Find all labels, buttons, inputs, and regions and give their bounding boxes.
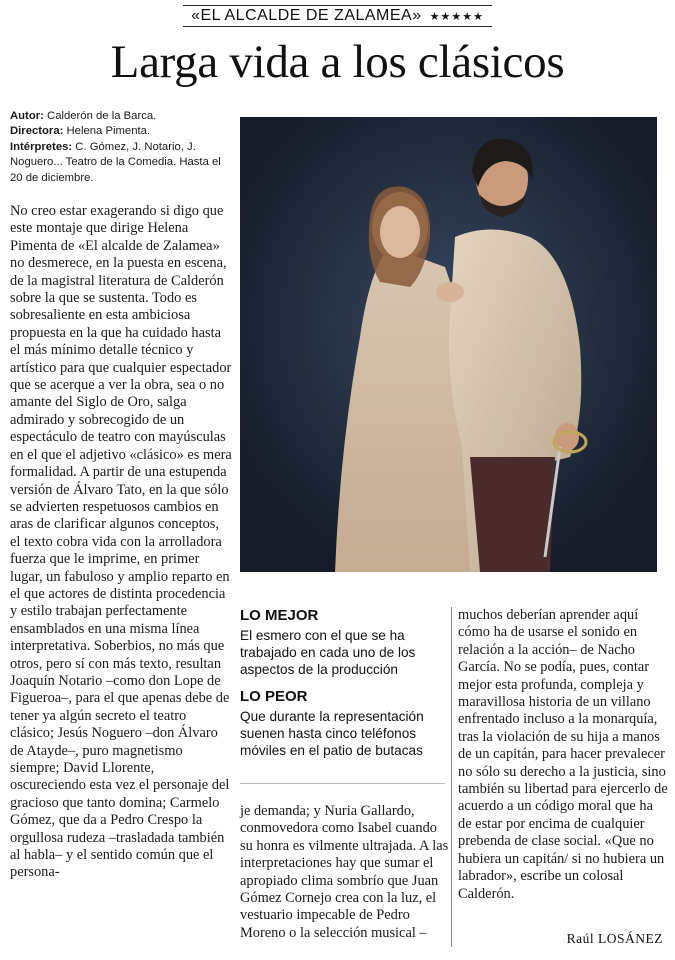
author-value: Calderón de la Barca. xyxy=(47,110,157,122)
best-label: LO MEJOR xyxy=(240,607,319,624)
article-column-2 xyxy=(240,803,450,942)
section-kicker xyxy=(0,4,675,28)
director-value: Helena Pimenta. xyxy=(66,125,151,138)
box-divider xyxy=(240,783,445,784)
headline: Larga vida a los clásicos xyxy=(110,36,565,88)
rating-stars: ★★★★★ xyxy=(429,10,484,23)
verdict-box xyxy=(240,607,445,760)
stage-photo-icon xyxy=(240,117,657,572)
article-paragraph-2: je demanda; y Nuria Gallardo, conmovedora como Isabel cuando su honra es vilmente ultrajada. A las interpretaciones hay que sumar el apropiado clima sombrío que Juan Gómez Cornejo crea con la luz, el vestuario impecable de Pedro Moreno o la selección musical – xyxy=(240,803,449,941)
worst-text: Que durante la representación suenen hasta cinco teléfonos móviles en el patio de butacas xyxy=(240,709,424,758)
stage-photo xyxy=(240,117,657,572)
author-label: Autor: xyxy=(10,110,44,122)
kicker-box xyxy=(183,5,492,27)
article-paragraph-1: No creo estar exagerando si digo que este montaje que dirige Helena Pimenta de «El alcalde de Zalamea» no desmerece, en la puesta en escena, de la magistral literatura de Calderón sobre la que se sustenta. Todo es sobresaliente en esta ambiciosa propuesta en la que ha cuidado hasta el más mínimo detalle técnico y artístico para que cualquier espectador que se acerque a ver la obra, sea o no amante del Siglo de Oro, salga admirado y sobrecogido de un espectáculo de teatro con mayúsculas en el que el adjetivo «clásico» es mera formalidad. A partir de una estupenda versión de Álvaro Tato, en la que sólo se advierten respetuosos cambios en aras de clarificar algunos conceptos, el texto cobra vida con la arrolladora fuerza que le imprime, en primer lugar, un fabuloso y amplio reparto en el que actores de distinta procedencia y estilo trabajan perfectamente ensamblados en una misma línea interpretativa. Soberbios, no más que otros, pero sí con más texto, resultan Joaquín Notario –como don Lope de Figueroa–, para el que apenas debe de tener ya algún secreto el teatro clásico; Jesús Noguero –don Álvaro de Atayde–, puro magnetismo siempre; David Llorente, oscureciendo esta vez el personaje del gracioso que tanto domina; Carmelo Gómez, que da a Pedro Crespo la orgullosa rudeza –trasladada también al habla– y el sentido común que el persona- xyxy=(10,203,232,881)
best-text: El esmero con el que se ha trabajado en cada uno de los aspectos de la producción xyxy=(240,628,416,677)
byline: Raúl LOSÁNEZ xyxy=(566,931,663,946)
cast-label: Intérpretes: xyxy=(10,140,73,153)
credits-block xyxy=(10,109,235,186)
column-rule xyxy=(451,607,452,947)
article-column-3 xyxy=(458,607,668,903)
worst-label: LO PEOR xyxy=(240,688,308,706)
kicker-title: «EL ALCALDE DE ZALAMEA» xyxy=(191,7,422,24)
director-label: Directora: xyxy=(10,125,64,138)
cast-value: C. Gómez, J. Notario, J. Noguero... Teatro de la Comedia. Hasta el 20 de diciembre. xyxy=(10,140,221,184)
article-paragraph-3: muchos deberían aprender aquí cómo ha de usarse el sonido en relación a la acción– de Nacho García. No se podía, pues, contar mejor esta profunda, compleja y maravillosa historia de un villano enfrentado incluso a la monarquía, tras la violación de su hija a manos de un capitán, para hacer prevalecer no sólo su derecho a la justicia, sino también su libertad para ejercerlo de acuerdo a un código moral que ha de estar por encima de cualquier prebenda de clase social. «Que no hubiera un capitán/ si no hubiera un labrador», escribe un colosal Calderón. xyxy=(458,607,668,902)
article-column-1 xyxy=(10,203,232,882)
